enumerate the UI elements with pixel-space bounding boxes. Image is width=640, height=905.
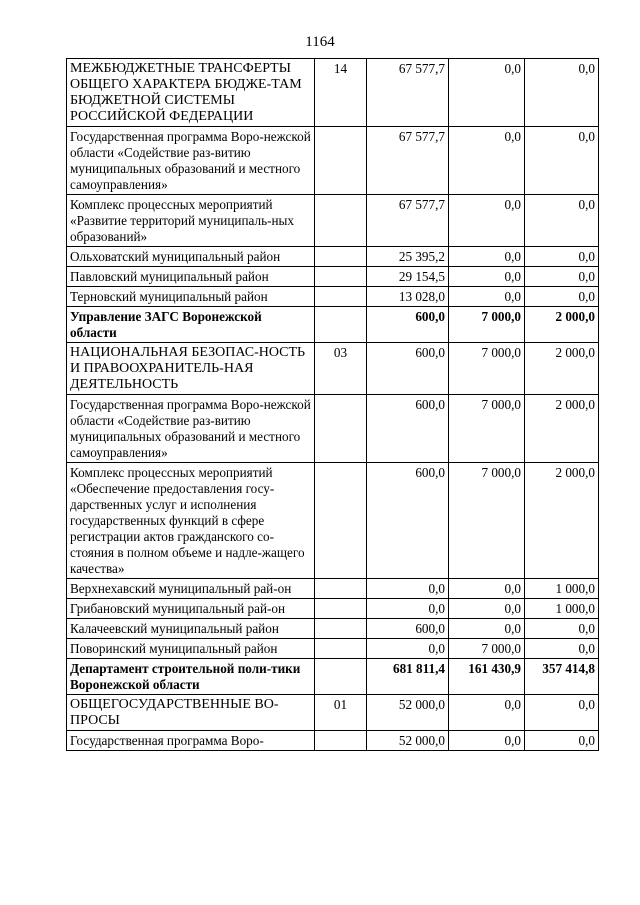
value-cell-1: 600,0 [367, 343, 449, 395]
value-cell-2: 0,0 [449, 731, 525, 751]
code-cell [315, 127, 367, 195]
value-cell-2: 7 000,0 [449, 639, 525, 659]
table-row [67, 195, 599, 247]
value-cell-2: 0,0 [449, 59, 525, 127]
code-cell [315, 307, 367, 343]
code-cell: 14 [315, 59, 367, 127]
code-cell: 03 [315, 343, 367, 395]
value-cell-3: 0,0 [525, 731, 599, 751]
name-cell: Департамент строительной поли-тики Воронежской области [67, 659, 315, 695]
value-cell-1: 13 028,0 [367, 287, 449, 307]
value-cell-2: 7 000,0 [449, 395, 525, 463]
value-cell-1: 0,0 [367, 599, 449, 619]
table-row [67, 247, 599, 267]
code-cell [315, 463, 367, 579]
value-cell-3: 0,0 [525, 267, 599, 287]
value-cell-3: 1 000,0 [525, 599, 599, 619]
value-cell-1: 25 395,2 [367, 247, 449, 267]
value-cell-1: 29 154,5 [367, 267, 449, 287]
value-cell-3: 2 000,0 [525, 463, 599, 579]
value-cell-1: 0,0 [367, 639, 449, 659]
value-cell-2: 7 000,0 [449, 343, 525, 395]
value-cell-2: 7 000,0 [449, 307, 525, 343]
code-cell [315, 247, 367, 267]
code-cell [315, 731, 367, 751]
table-row [67, 287, 599, 307]
value-cell-3: 0,0 [525, 59, 599, 127]
code-cell [315, 599, 367, 619]
value-cell-2: 0,0 [449, 579, 525, 599]
table-row [67, 659, 599, 695]
table-row [67, 395, 599, 463]
value-cell-3: 0,0 [525, 195, 599, 247]
value-cell-3: 0,0 [525, 695, 599, 731]
value-cell-1: 600,0 [367, 619, 449, 639]
table-row [67, 619, 599, 639]
value-cell-3: 2 000,0 [525, 343, 599, 395]
name-cell: Терновский муниципальный район [67, 287, 315, 307]
table-row [67, 127, 599, 195]
name-cell: Верхнехавский муниципальный рай-он [67, 579, 315, 599]
table-row [67, 695, 599, 731]
name-cell: Государственная программа Воро- [67, 731, 315, 751]
value-cell-3: 0,0 [525, 639, 599, 659]
code-cell [315, 287, 367, 307]
code-cell: 01 [315, 695, 367, 731]
code-cell [315, 267, 367, 287]
name-cell: Государственная программа Воро-нежской области «Содействие раз-витию муниципальных образований и местного самоуправления» [67, 127, 315, 195]
value-cell-1: 52 000,0 [367, 731, 449, 751]
name-cell: ОБЩЕГОСУДАРСТВЕННЫЕ ВО-ПРОСЫ [67, 695, 315, 731]
name-cell: Грибановский муниципальный рай-он [67, 599, 315, 619]
name-cell: Калачеевский муниципальный район [67, 619, 315, 639]
value-cell-2: 0,0 [449, 267, 525, 287]
code-cell [315, 639, 367, 659]
name-cell: Ольховатский муниципальный район [67, 247, 315, 267]
value-cell-2: 0,0 [449, 287, 525, 307]
value-cell-1: 681 811,4 [367, 659, 449, 695]
name-cell: Государственная программа Воро-нежской области «Содействие раз-витию муниципальных образований и местного самоуправления» [67, 395, 315, 463]
code-cell [315, 659, 367, 695]
value-cell-1: 600,0 [367, 395, 449, 463]
value-cell-3: 357 414,8 [525, 659, 599, 695]
table-row [67, 731, 599, 751]
code-cell [315, 619, 367, 639]
value-cell-2: 0,0 [449, 195, 525, 247]
table-row [67, 267, 599, 287]
name-cell: МЕЖБЮДЖЕТНЫЕ ТРАНСФЕРТЫ ОБЩЕГО ХАРАКТЕРА БЮДЖЕ-ТАМ БЮДЖЕТНОЙ СИСТЕМЫ РОССИЙСКОЙ ФЕДЕРАЦИИ [67, 59, 315, 127]
table-row [67, 463, 599, 579]
value-cell-2: 0,0 [449, 695, 525, 731]
value-cell-1: 67 577,7 [367, 59, 449, 127]
value-cell-3: 0,0 [525, 619, 599, 639]
table-row [67, 579, 599, 599]
value-cell-3: 0,0 [525, 247, 599, 267]
value-cell-1: 600,0 [367, 463, 449, 579]
name-cell: Управление ЗАГС Воронежской области [67, 307, 315, 343]
value-cell-3: 0,0 [525, 127, 599, 195]
budget-table [66, 58, 599, 751]
budget-table-body [67, 59, 599, 751]
code-cell [315, 579, 367, 599]
value-cell-2: 7 000,0 [449, 463, 525, 579]
table-row [67, 343, 599, 395]
code-cell [315, 395, 367, 463]
value-cell-3: 1 000,0 [525, 579, 599, 599]
value-cell-3: 2 000,0 [525, 395, 599, 463]
value-cell-2: 0,0 [449, 619, 525, 639]
value-cell-1: 67 577,7 [367, 195, 449, 247]
value-cell-2: 0,0 [449, 599, 525, 619]
table-row [67, 307, 599, 343]
name-cell: НАЦИОНАЛЬНАЯ БЕЗОПАС-НОСТЬ И ПРАВООХРАНИТЕЛЬ-НАЯ ДЕЯТЕЛЬНОСТЬ [67, 343, 315, 395]
table-row [67, 639, 599, 659]
name-cell: Комплекс процессных мероприятий «Развитие территорий муниципаль-ных образований» [67, 195, 315, 247]
code-cell [315, 195, 367, 247]
name-cell: Комплекс процессных мероприятий «Обеспечение предоставления госу-дарственных услуг и исполнения государственных функций в сфере регистрации актов гражданского со-стояния в полном объеме и надле-жащего качества» [67, 463, 315, 579]
table-row [67, 59, 599, 127]
value-cell-1: 52 000,0 [367, 695, 449, 731]
value-cell-3: 0,0 [525, 287, 599, 307]
value-cell-2: 161 430,9 [449, 659, 525, 695]
table-row [67, 599, 599, 619]
value-cell-2: 0,0 [449, 127, 525, 195]
value-cell-1: 0,0 [367, 579, 449, 599]
value-cell-2: 0,0 [449, 247, 525, 267]
value-cell-1: 600,0 [367, 307, 449, 343]
value-cell-1: 67 577,7 [367, 127, 449, 195]
name-cell: Павловский муниципальный район [67, 267, 315, 287]
name-cell: Поворинский муниципальный район [67, 639, 315, 659]
value-cell-3: 2 000,0 [525, 307, 599, 343]
page-number: 1164 [305, 34, 335, 50]
